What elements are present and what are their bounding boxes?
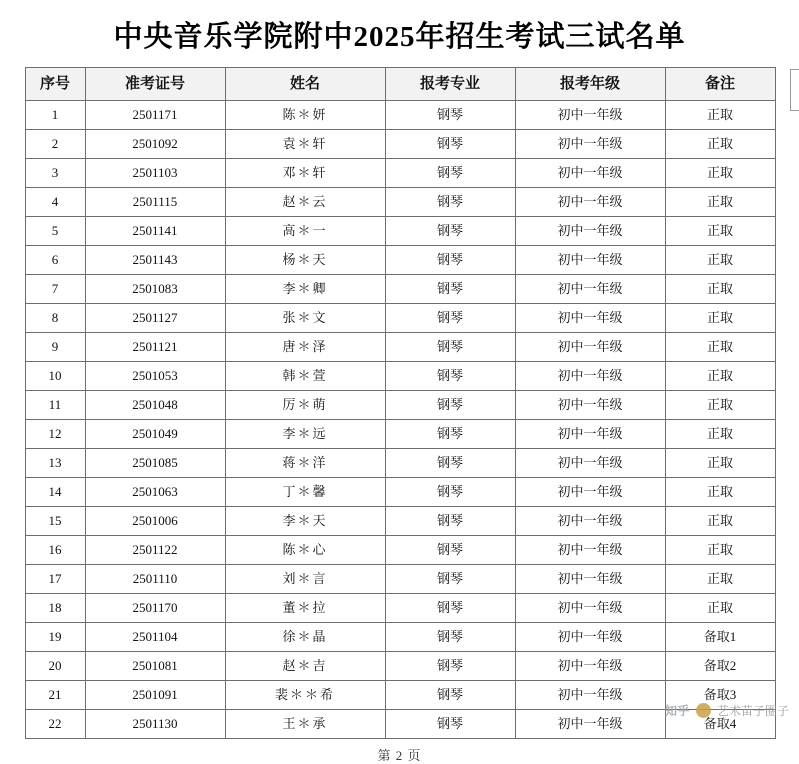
table-row xyxy=(25,507,775,536)
table-row xyxy=(25,565,775,594)
cell-note: 正取 xyxy=(665,130,775,159)
cell-name: 袁＊轩 xyxy=(225,130,385,159)
table-body xyxy=(25,101,775,739)
cell-ticket: 2501122 xyxy=(85,536,225,565)
cell-ticket: 2501143 xyxy=(85,246,225,275)
cell-name: 王＊承 xyxy=(225,710,385,739)
table-row xyxy=(25,188,775,217)
cell-major: 钢琴 xyxy=(385,710,515,739)
cell-index: 3 xyxy=(25,159,85,188)
cell-major: 钢琴 xyxy=(385,101,515,130)
table-row xyxy=(25,101,775,130)
table-header xyxy=(25,68,775,101)
cell-ticket: 2501091 xyxy=(85,681,225,710)
cell-name: 丁＊馨 xyxy=(225,478,385,507)
cell-major: 钢琴 xyxy=(385,275,515,304)
roster-table-wrapper xyxy=(25,67,775,739)
table-row xyxy=(25,478,775,507)
column-header-grade: 报考年级 xyxy=(515,68,665,101)
cell-major: 钢琴 xyxy=(385,333,515,362)
cell-note: 正取 xyxy=(665,536,775,565)
zhihu-logo-icon: 知乎 xyxy=(664,704,690,718)
cell-index: 21 xyxy=(25,681,85,710)
cell-index: 22 xyxy=(25,710,85,739)
cell-note: 正取 xyxy=(665,159,775,188)
cell-major: 钢琴 xyxy=(385,188,515,217)
cell-grade: 初中一年级 xyxy=(515,594,665,623)
cell-note: 正取 xyxy=(665,362,775,391)
cell-ticket: 2501130 xyxy=(85,710,225,739)
cell-grade: 初中一年级 xyxy=(515,101,665,130)
table-row xyxy=(25,362,775,391)
cell-grade: 初中一年级 xyxy=(515,420,665,449)
cell-major: 钢琴 xyxy=(385,130,515,159)
cell-grade: 初中一年级 xyxy=(515,565,665,594)
column-header-index: 序号 xyxy=(25,68,85,101)
table-row xyxy=(25,681,775,710)
table-row xyxy=(25,536,775,565)
cell-major: 钢琴 xyxy=(385,362,515,391)
page-title: 中央音乐学院附中2025年招生考试三试名单 xyxy=(113,21,686,53)
cell-note: 正取 xyxy=(665,565,775,594)
cell-index: 17 xyxy=(25,565,85,594)
cell-ticket: 2501121 xyxy=(85,333,225,362)
cell-name: 徐＊晶 xyxy=(225,623,385,652)
cell-ticket: 2501170 xyxy=(85,594,225,623)
table-row xyxy=(25,333,775,362)
cell-index: 15 xyxy=(25,507,85,536)
cell-ticket: 2501049 xyxy=(85,420,225,449)
cell-index: 14 xyxy=(25,478,85,507)
page-edge-artifact xyxy=(790,69,799,111)
table-row xyxy=(25,159,775,188)
cell-name: 韩＊萱 xyxy=(225,362,385,391)
table-row xyxy=(25,623,775,652)
cell-major: 钢琴 xyxy=(385,420,515,449)
cell-index: 10 xyxy=(25,362,85,391)
table-row xyxy=(25,652,775,681)
cell-ticket: 2501110 xyxy=(85,565,225,594)
cell-major: 钢琴 xyxy=(385,391,515,420)
cell-major: 钢琴 xyxy=(385,304,515,333)
roster-table xyxy=(25,67,776,739)
cell-major: 钢琴 xyxy=(385,623,515,652)
table-header-row xyxy=(25,68,775,101)
cell-grade: 初中一年级 xyxy=(515,507,665,536)
cell-major: 钢琴 xyxy=(385,565,515,594)
cell-note: 正取 xyxy=(665,275,775,304)
cell-name: 高＊一 xyxy=(225,217,385,246)
cell-grade: 初中一年级 xyxy=(515,710,665,739)
cell-ticket: 2501104 xyxy=(85,623,225,652)
column-header-note: 备注 xyxy=(665,68,775,101)
cell-index: 2 xyxy=(25,130,85,159)
table-row xyxy=(25,710,775,739)
cell-ticket: 2501053 xyxy=(85,362,225,391)
cell-grade: 初中一年级 xyxy=(515,681,665,710)
table-row xyxy=(25,391,775,420)
cell-major: 钢琴 xyxy=(385,246,515,275)
cell-index: 19 xyxy=(25,623,85,652)
cell-name: 张＊文 xyxy=(225,304,385,333)
cell-major: 钢琴 xyxy=(385,507,515,536)
cell-note: 正取 xyxy=(665,507,775,536)
cell-index: 18 xyxy=(25,594,85,623)
cell-index: 8 xyxy=(25,304,85,333)
cell-name: 李＊远 xyxy=(225,420,385,449)
cell-index: 16 xyxy=(25,536,85,565)
cell-note: 正取 xyxy=(665,391,775,420)
cell-major: 钢琴 xyxy=(385,478,515,507)
table-row xyxy=(25,217,775,246)
cell-name: 唐＊泽 xyxy=(225,333,385,362)
cell-grade: 初中一年级 xyxy=(515,652,665,681)
cell-note: 备取2 xyxy=(665,652,775,681)
cell-index: 4 xyxy=(25,188,85,217)
cell-note: 正取 xyxy=(665,246,775,275)
cell-grade: 初中一年级 xyxy=(515,217,665,246)
cell-grade: 初中一年级 xyxy=(515,391,665,420)
cell-note: 正取 xyxy=(665,420,775,449)
cell-ticket: 2501092 xyxy=(85,130,225,159)
cell-ticket: 2501006 xyxy=(85,507,225,536)
cell-ticket: 2501171 xyxy=(85,101,225,130)
cell-grade: 初中一年级 xyxy=(515,449,665,478)
page-footer: 第 2 页 xyxy=(377,748,422,763)
table-row xyxy=(25,449,775,478)
avatar xyxy=(696,703,711,718)
column-header-name: 姓名 xyxy=(225,68,385,101)
cell-major: 钢琴 xyxy=(385,449,515,478)
cell-index: 13 xyxy=(25,449,85,478)
table-row xyxy=(25,420,775,449)
cell-note: 正取 xyxy=(665,449,775,478)
cell-grade: 初中一年级 xyxy=(515,536,665,565)
cell-grade: 初中一年级 xyxy=(515,159,665,188)
document-page xyxy=(0,14,799,763)
cell-note: 正取 xyxy=(665,333,775,362)
cell-grade: 初中一年级 xyxy=(515,333,665,362)
cell-major: 钢琴 xyxy=(385,536,515,565)
table-row xyxy=(25,594,775,623)
watermark xyxy=(665,702,789,719)
cell-ticket: 2501083 xyxy=(85,275,225,304)
cell-ticket: 2501085 xyxy=(85,449,225,478)
cell-major: 钢琴 xyxy=(385,594,515,623)
cell-ticket: 2501127 xyxy=(85,304,225,333)
cell-ticket: 2501103 xyxy=(85,159,225,188)
cell-note: 备取3 xyxy=(665,681,775,710)
table-row xyxy=(25,246,775,275)
column-header-major: 报考专业 xyxy=(385,68,515,101)
cell-note: 备取1 xyxy=(665,623,775,652)
cell-major: 钢琴 xyxy=(385,159,515,188)
cell-name: 董＊拉 xyxy=(225,594,385,623)
cell-grade: 初中一年级 xyxy=(515,623,665,652)
cell-grade: 初中一年级 xyxy=(515,362,665,391)
cell-note: 正取 xyxy=(665,188,775,217)
cell-note: 正取 xyxy=(665,304,775,333)
cell-index: 5 xyxy=(25,217,85,246)
cell-name: 赵＊吉 xyxy=(225,652,385,681)
cell-note: 正取 xyxy=(665,101,775,130)
cell-major: 钢琴 xyxy=(385,217,515,246)
cell-grade: 初中一年级 xyxy=(515,478,665,507)
cell-name: 赵＊云 xyxy=(225,188,385,217)
cell-index: 12 xyxy=(25,420,85,449)
cell-grade: 初中一年级 xyxy=(515,246,665,275)
cell-note: 正取 xyxy=(665,217,775,246)
table-row xyxy=(25,275,775,304)
cell-name: 李＊卿 xyxy=(225,275,385,304)
cell-note: 备取4 xyxy=(665,710,775,739)
table-row xyxy=(25,304,775,333)
cell-index: 20 xyxy=(25,652,85,681)
cell-name: 厉＊萌 xyxy=(225,391,385,420)
cell-ticket: 2501048 xyxy=(85,391,225,420)
cell-grade: 初中一年级 xyxy=(515,304,665,333)
cell-name: 李＊天 xyxy=(225,507,385,536)
cell-major: 钢琴 xyxy=(385,652,515,681)
cell-ticket: 2501081 xyxy=(85,652,225,681)
cell-note: 正取 xyxy=(665,478,775,507)
cell-ticket: 2501141 xyxy=(85,217,225,246)
cell-name: 裴＊＊希 xyxy=(225,681,385,710)
cell-name: 刘＊言 xyxy=(225,565,385,594)
cell-major: 钢琴 xyxy=(385,681,515,710)
watermark-author: 艺术苗子圈子 xyxy=(716,704,789,718)
cell-name: 陈＊妍 xyxy=(225,101,385,130)
cell-name: 杨＊天 xyxy=(225,246,385,275)
cell-grade: 初中一年级 xyxy=(515,130,665,159)
cell-index: 9 xyxy=(25,333,85,362)
cell-name: 陈＊心 xyxy=(225,536,385,565)
column-header-ticket: 准考证号 xyxy=(85,68,225,101)
cell-index: 11 xyxy=(25,391,85,420)
table-row xyxy=(25,130,775,159)
cell-name: 蒋＊洋 xyxy=(225,449,385,478)
cell-ticket: 2501115 xyxy=(85,188,225,217)
cell-ticket: 2501063 xyxy=(85,478,225,507)
cell-note: 正取 xyxy=(665,594,775,623)
cell-index: 1 xyxy=(25,101,85,130)
cell-name: 邓＊轩 xyxy=(225,159,385,188)
cell-grade: 初中一年级 xyxy=(515,188,665,217)
cell-index: 6 xyxy=(25,246,85,275)
cell-grade: 初中一年级 xyxy=(515,275,665,304)
cell-index: 7 xyxy=(25,275,85,304)
